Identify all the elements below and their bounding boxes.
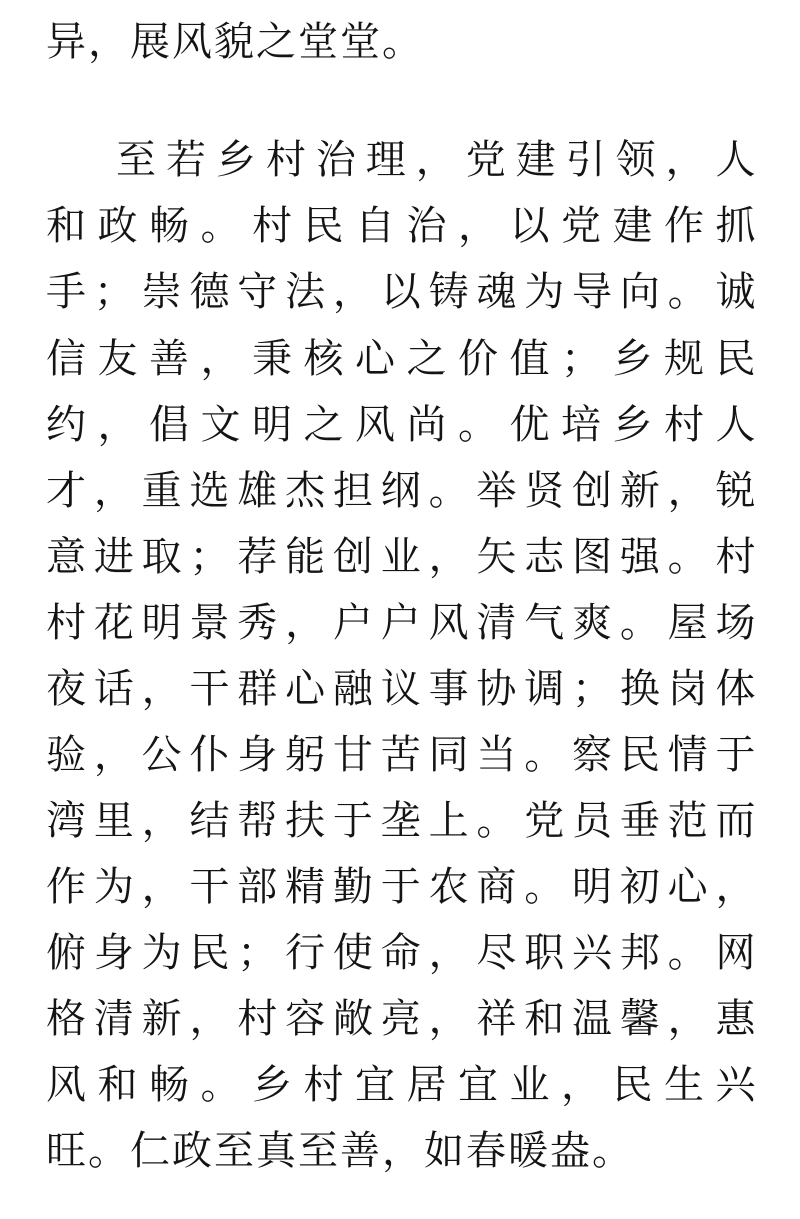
paragraph-2-line-6: 才，重选雄杰担纲。举贤创新，锐 — [46, 468, 756, 514]
paragraph-2-line-10: 验，公仆身躬甘苦同当。察民情于 — [46, 732, 756, 778]
paragraph-2-line-13: 俯身为民；行使命，尽职兴邦。网 — [46, 930, 756, 976]
paragraph-2-line-14: 格清新，村容敞亮，祥和温馨，惠 — [46, 996, 756, 1042]
paragraph-2-line-12: 作为，干部精勤于农商。明初心， — [46, 864, 756, 910]
paragraph-2-line-16: 旺。仁政至真至善，如春暖盎。 — [46, 1128, 634, 1174]
paragraph-2-line-9: 夜话，干群心融议事协调；换岗体 — [46, 666, 756, 712]
paragraph-2-line-8: 村花明景秀，户户风清气爽。屋场 — [46, 600, 756, 646]
paragraph-2-line-1: 至若乡村治理，党建引领，人 — [116, 137, 756, 183]
paragraph-2-line-2: 和政畅。村民自治，以党建作抓 — [46, 203, 756, 249]
paragraph-2-line-7: 意进取；荐能创业，矢志图强。村 — [46, 534, 756, 580]
paragraph-1-line-1: 异，展风貌之堂堂。 — [46, 19, 424, 65]
paragraph-2-line-15: 风和畅。乡村宜居宜业，民生兴 — [46, 1062, 756, 1108]
paragraph-2-line-4: 信友善，秉核心之价值；乡规民 — [46, 336, 756, 382]
paragraph-2-line-3: 手；崇德守法，以铸魂为导向。诚 — [46, 269, 756, 315]
paragraph-2-line-5: 约，倡文明之风尚。优培乡村人 — [46, 402, 756, 448]
paragraph-2-line-11: 湾里，结帮扶于垄上。党员垂范而 — [46, 798, 756, 844]
